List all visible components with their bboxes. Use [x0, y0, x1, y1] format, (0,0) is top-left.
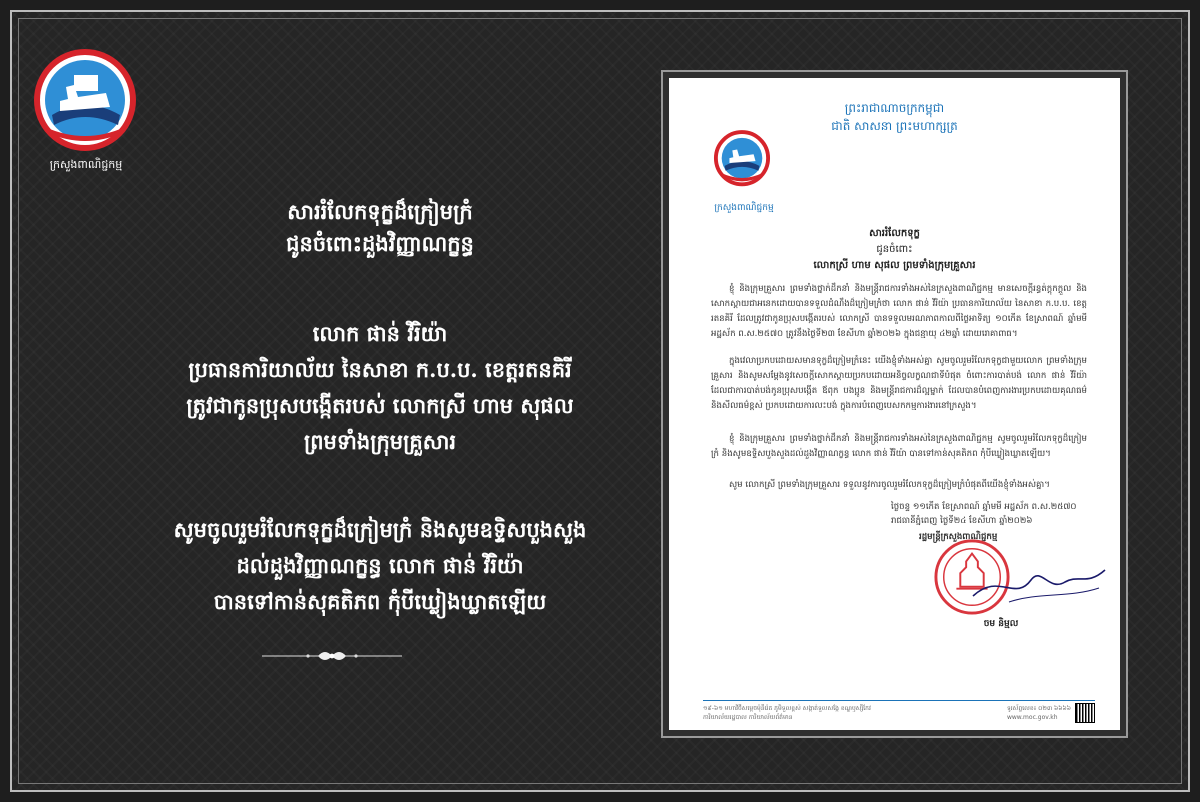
condolence-title [140, 196, 620, 260]
condolence-line-1: សូមចូលរួមរំលែកទុក្ខដ៏ក្រៀមក្រំ និងសូមឧទ្ទិសបួងសួង [173, 517, 587, 542]
letter-ministry-logo-icon [713, 128, 771, 198]
letter-heading: សាររំលែកទុក្ខ [869, 228, 920, 239]
condolence-line-2: ដល់ដួងវិញ្ញាណក្ខន្ធ លោក ផាន់ វិរិយ៉ា [236, 553, 524, 578]
footer-contact [1007, 704, 1071, 722]
letter-signer: ចម និម្មល [983, 619, 1019, 629]
ministry-logo-icon [30, 40, 140, 170]
letter-paragraph-4: សូម លោកស្រី ព្រមទាំងក្រុមគ្រួសារ ទទួលនូវការចូលរួមរំលែកទុក្ខដ៏ក្រៀមក្រំបំផុតពីយើងខ្ញុំទាំងអស់គ្នា។ [729, 480, 1050, 490]
letter-paragraph-1: ខ្ញុំ និងក្រុមគ្រួសារ ព្រមទាំងថ្នាក់ដឹកនាំ និងមន្ត្រីរាជការទាំងអស់នៃក្រសួងពាណិជ្ជកម្ម មានសេចក្តីរន្ធត់ក្តុកក្តួល និងសោកស្តាយជាអនេកដោយបានទទួលដំណឹងដ៏ក្រៀមក្រំថា លោក ផាន់ វិរិយ៉ា ប្រធានការិយាល័យ នៃសាខា ក.ប.ប. ខេត្តរតនគិរី ដែលត្រូវជាកូនប្រុសបង្កើតរបស់ លោកស្រី បានទទួលមរណភាពកាលពីថ្ងៃអាទិត្យ ១០កើត ខែស្រាពណ៍ ឆ្នាំមមី អដ្ឋស័ក ព.ស.២៥៧០ ត្រូវនឹងថ្ងៃទី២៣ ខែសីហា ឆ្នាំ២០២៦ ក្នុងជន្មាយុ ៤២ឆ្នាំ ដោយរោគាពាធ។ [711, 284, 1087, 339]
condolence-line-3: បានទៅកាន់សុគតិភព កុំបីឃ្លៀងឃ្លាតឡើយ [213, 589, 547, 614]
deceased-relation: ត្រូវជាកូនប្រុសបង្កើតរបស់ លោកស្រី ហាម សុផល [186, 393, 574, 418]
logo-caption: ក្រសួងពាណិជ្ជកម្ម [49, 158, 123, 171]
deceased-info [140, 316, 620, 460]
footer-office: ការិយាល័យរដ្ឋបាល ការិយាល័យព័ត៌មាន [703, 714, 793, 721]
condolence-letter [663, 72, 1126, 736]
handwritten-signature-icon [969, 552, 1109, 612]
letter-office: រដ្ឋមន្ត្រីក្រសួងពាណិជ្ជកម្ម [919, 532, 998, 542]
footer-address: ១៩-៦១ មហាវិថីសម្តេចម៉ុនីរ៉េត ភូមិទួលខ្ពស់ សង្កាត់ទួលសង្កែ ខណ្ឌឫស្សីកែវ [703, 705, 871, 712]
title-line-1: សាររំលែកទុក្ខដ៏ក្រៀមក្រំ [287, 199, 473, 224]
deceased-family: ព្រមទាំងក្រុមគ្រួសារ [303, 429, 457, 454]
divider-ornament-icon [262, 648, 402, 664]
letter-kingdom: ព្រះរាជាណាចក្រកម្ពុជា [844, 101, 945, 115]
letter-ministry-name: ក្រសួងពាណិជ្ជកម្ម [714, 203, 774, 213]
letter-motto: ជាតិ សាសនា ព្រះមហាក្សត្រ [831, 119, 958, 133]
footer-website: www.moc.gov.kh [1006, 714, 1058, 721]
qr-code-icon [1075, 703, 1095, 723]
deceased-position: ប្រធានការិយាល័យ នៃសាខា ក.ប.ប. ខេត្តរតនគិរី [188, 357, 572, 382]
title-line-2: ជូនចំពោះដួងវិញ្ញាណក្ខន្ធ [286, 231, 474, 256]
footer-phone: ទូរស័ព្ទលេខ៖ ០២៣ ៦៦៦៦ [1006, 705, 1071, 712]
letter-date-solar: រាជធានីភ្នំពេញ ថ្ងៃទី២៤ ខែសីហា ឆ្នាំ២០២៦ [891, 516, 1033, 526]
letter-to: ជូនចំពោះ [876, 244, 913, 255]
letter-recipient: លោកស្រី ហាម សុផល ព្រមទាំងក្រុមគ្រួសារ [813, 260, 976, 271]
letter-paragraph-3: ខ្ញុំ និងក្រុមគ្រួសារ ព្រមទាំងថ្នាក់ដឹកនាំ និងមន្ត្រីរាជការទាំងអស់នៃក្រសួងពាណិជ្ជកម្ម សូមចូលរួមរំលែកទុក្ខដ៏ក្រៀមក្រំ និងសូមឧទ្ទិសបួងសួងដល់ដួងវិញ្ញាណក្ខន្ធ លោក ផាន់ វិរិយ៉ា បានទៅកាន់សុគតិភព កុំបីឃ្លៀងឃ្លាតឡើយ។ [711, 434, 1087, 459]
deceased-name: លោក ផាន់ វិរិយ៉ា [312, 321, 448, 346]
condolence-message [140, 512, 620, 620]
letter-footer [703, 700, 1095, 722]
letter-date-lunar: ថ្ងៃចន្ទ ១១កើត ខែស្រាពណ៍ ឆ្នាំមមី អដ្ឋស័ក ព.ស.២៥៧០ [891, 502, 1077, 512]
letter-paragraph-2: ក្នុងវេលាប្រកបដោយសមានទុក្ខដ៏ក្រៀមក្រំនេះ យើងខ្ញុំទាំងអស់គ្នា សូមចូលរួមរំលែកទុក្ខជាមួយលោក ព្រមទាំងក្រុមគ្រួសារ និងសូមសម្តែងនូវសេចក្តីសោកស្តាយប្រកបដោយអនិច្ចលក្ខណជាទីបំផុត ចំពោះការបាត់បង់ លោក ផាន់ វិរិយ៉ា ដែលជាការបាត់បង់កូនប្រុសបង្កើត ឪពុក បងប្អូន និងមន្ត្រីរាជការដ៏ល្អម្នាក់ ដែលបានបំពេញការងារប្រកបដោយគុណធម៌ និងសីលធម៌ខ្ពស់ ប្រកបដោយការលះបង់ ក្នុងការបំពេញបេសកកម្មការងារនៅក្រសួង។ [711, 356, 1087, 411]
